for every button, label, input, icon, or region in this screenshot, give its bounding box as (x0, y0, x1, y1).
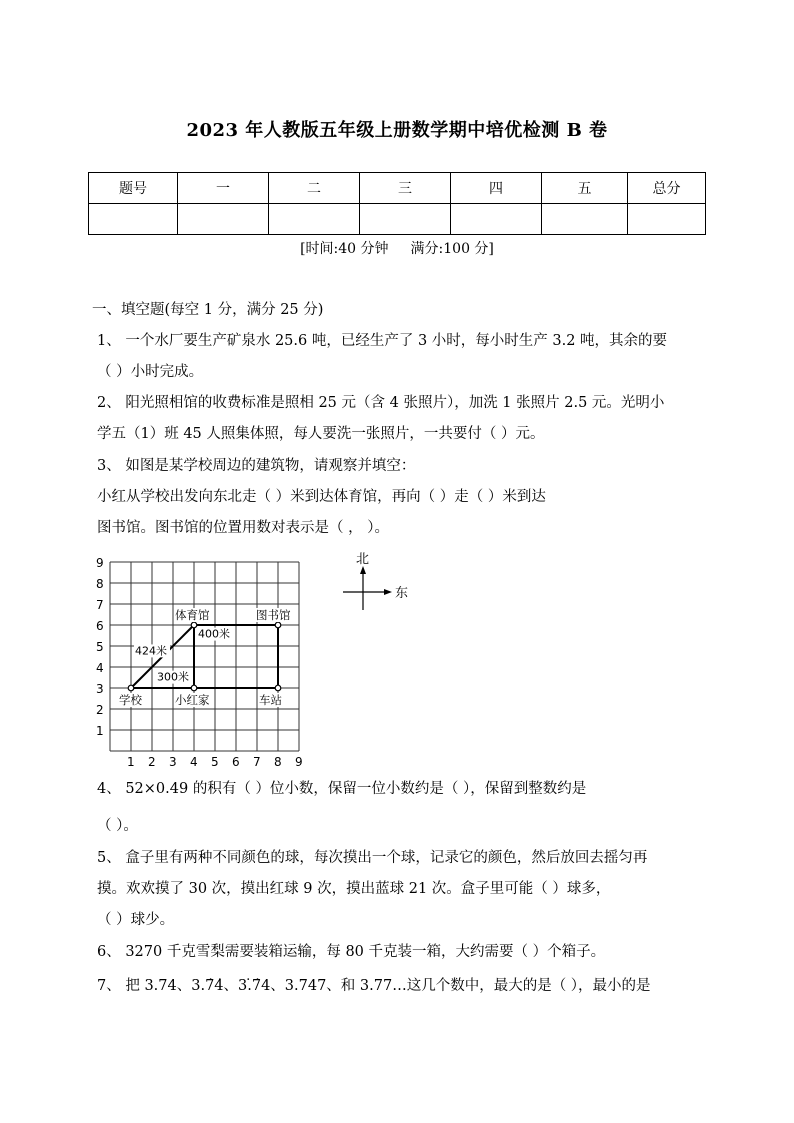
question-2-line-2: 学五（1）班 45 人照集体照，每人要洗一张照片，一共要付（ ）元。 (97, 426, 545, 442)
y-tick-label: 1 (96, 724, 104, 738)
x-tick-label: 5 (211, 755, 219, 768)
time-limit: [时间:40 分钟 (300, 241, 389, 257)
station-label: 车站 (259, 693, 282, 707)
question-3-line-2: 小红从学校出发向东北走（ ）米到达体育馆，再向（ ）走（ ）米到达 (97, 489, 546, 505)
y-tick-label: 6 (96, 619, 104, 633)
y-tick-label: 4 (96, 661, 104, 675)
x-tick-label: 2 (148, 755, 156, 768)
home-label: 小红家 (175, 693, 210, 707)
score-header-cell: 四 (451, 173, 542, 204)
score-header-cell: 三 (360, 173, 451, 204)
gym-label: 体育馆 (175, 608, 210, 622)
question-1-line-2: （ ）小时完成。 (97, 364, 204, 380)
y-tick-label: 3 (96, 682, 104, 696)
home-point (191, 685, 197, 691)
question-1-line-1: 1、 一个水厂要生产矿泉水 25.6 吨，已经生产了 3 小时，每小时生产 3.2 吨，其余的要 (97, 333, 668, 349)
y-tick-label: 5 (96, 640, 104, 654)
score-header-cell: 二 (269, 173, 360, 204)
library-label: 图书馆 (256, 608, 291, 622)
score-value-cell[interactable] (89, 204, 178, 235)
coordinate-grid (90, 553, 330, 768)
full-score: 满分:100 分] (410, 241, 494, 257)
score-value-cell[interactable] (269, 204, 360, 235)
score-table-header-row (89, 173, 706, 204)
x-tick-label: 9 (295, 755, 303, 768)
question-4-line-1: 4、 52×0.49 的积有（ ）位小数，保留一位小数约是（ ），保留到整数约是 (97, 781, 587, 797)
x-tick-label: 3 (169, 755, 177, 768)
place-labels (118, 608, 293, 707)
compass (338, 550, 418, 610)
coordinate-grid-figure (90, 553, 330, 768)
question-5-line-2: 摸。欢欢摸了 30 次，摸出红球 9 次，摸出蓝球 21 次。盒子里可能（ ）球多， (97, 881, 611, 897)
school-label: 学校 (119, 693, 142, 707)
north-label: 北 (356, 552, 370, 567)
score-value-cell[interactable] (542, 204, 628, 235)
library-point (275, 622, 281, 628)
time-and-score-info (0, 238, 794, 258)
section-heading: 一、填空题(每空 1 分，满分 25 分) (92, 302, 324, 318)
score-header-cell: 五 (542, 173, 628, 204)
compass-icon (338, 550, 418, 610)
score-value-cell[interactable] (451, 204, 542, 235)
gym-point (191, 622, 197, 628)
question-4-line-2: （ ）。 (97, 818, 138, 834)
distance-gym-library-label: 400米 (198, 627, 230, 641)
page-title: 2023 年人教版五年级上册数学期中培优检测 B 卷 (186, 120, 608, 141)
x-tick-label: 4 (190, 755, 198, 768)
question-6-line-1: 6、 3270 千克雪梨需要装箱运输，每 80 千克装一箱，大约需要（ ）个箱子。 (97, 944, 606, 960)
y-tick-label: 7 (96, 598, 104, 612)
score-value-cell[interactable] (178, 204, 269, 235)
score-value-cell[interactable] (360, 204, 451, 235)
question-2-line-1: 2、 阳光照相馆的收费标准是照相 25 元（含 4 张照片），加洗 1 张照片 2.5 元。光明小 (97, 395, 665, 411)
station-point (275, 685, 281, 691)
score-header-cell: 一 (178, 173, 269, 204)
score-header-cell: 总分 (628, 173, 706, 204)
east-label: 东 (395, 586, 409, 601)
y-tick-label: 9 (96, 556, 104, 570)
x-tick-label: 6 (232, 755, 240, 768)
y-tick-label: 2 (96, 703, 104, 717)
score-value-cell[interactable] (628, 204, 706, 235)
score-table (88, 172, 706, 235)
score-table-value-row (89, 204, 706, 235)
x-axis-labels (127, 755, 303, 768)
x-tick-label: 8 (274, 755, 282, 768)
question-3-line-3: 图书馆。图书馆的位置用数对表示是（ ， ）。 (97, 520, 389, 536)
y-axis-labels (96, 556, 104, 738)
x-tick-label: 7 (253, 755, 261, 768)
school-point (128, 685, 134, 691)
question-3-line-1: 3、 如图是某学校周边的建筑物，请观察并填空： (97, 458, 416, 474)
question-5-line-3: （ ）球少。 (97, 912, 175, 928)
y-tick-label: 8 (96, 577, 104, 591)
distance-school-gym-label: 424米 (135, 644, 167, 658)
score-header-cell: 题号 (89, 173, 178, 204)
distance-gym-home-label: 300米 (157, 670, 189, 684)
question-7-line-1: 7、 把 3.74、3.7̇4̇、3.̇7̇4、3.747、和 3.77…这几个数中，最大的是（ ），最小的是 (97, 978, 651, 994)
question-5-line-1: 5、 盒子里有两种不同颜色的球，每次摸出一个球，记录它的颜色，然后放回去摇匀再 (97, 850, 648, 866)
x-tick-label: 1 (127, 755, 135, 768)
